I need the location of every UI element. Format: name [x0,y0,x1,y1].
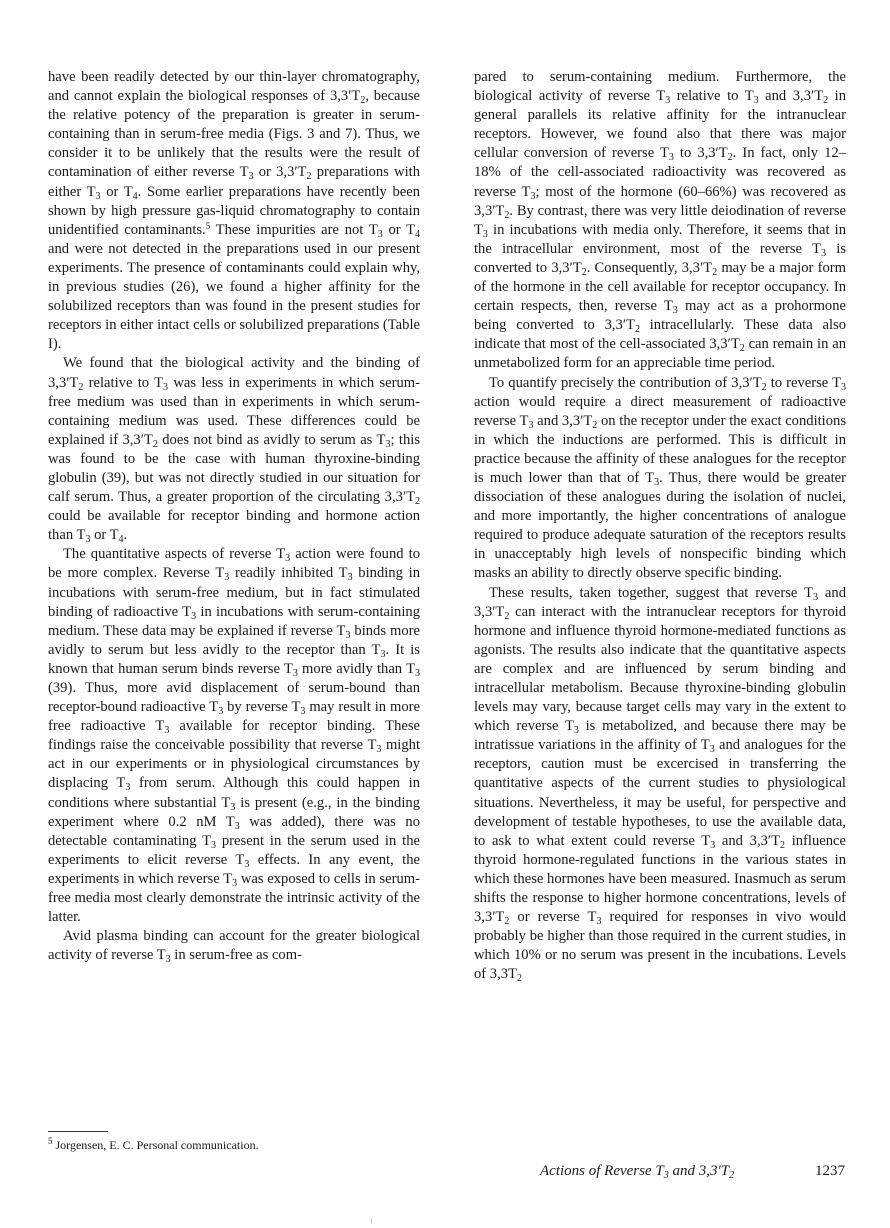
paragraph: These results, taken together, suggest that reverse $T_3$ and $3,3'T_2$ can interact with the intranuclear receptors for thyroid hormone and influence thyroid hormone-mediated functions as agonists. The results also indicate that the quantitative aspects are complex and are influenced by serum binding and intracellular metabolism. Because thyroxine-binding globulin levels may vary, because target cells may vary in the extent to which reverse $T_3$ is metabolized, and because there may be intratissue variations in the affinity of $T_3$ and analogues for the receptors, caution must be excercised in transferring the quantitative aspects of the current studies to physiological situations. Nevertheless, it may be useful, for perspective and development of testable hypotheses, to use the available data, to ask to what extent could reverse $T_3$ and $3,3'T_2$ influence thyroid hormone-regulated functions in the various states in which these hormones have been measured. Inasmuch as serum shifts the response to higher hormone concentrations, levels of $3,3'T_2$ or reverse $T_3$ required for responses in vivo would probably be higher than those required in the current studies, in which 10% or no serum was present in the incubations. Levels of $3,3T_2$ [474,584,846,985]
scan-mark [371,1218,372,1224]
paragraph: We found that the biological activity and the binding of $3,3'T_2$ relative to $T_3$ was less in experiments in which serum-free medium was used than in experiments in which serum-containing medium was used. These differences could be explained if $3,3'T_2$ does not bind as avidly to serum as $T_3$; this was found to be the case with human thyroxine-binding globulin (39), but was not directly studied in our situation for calf serum. Thus, a greater proportion of the circulating $3,3'T_2$ could be available for receptor binding and hormone action than $T_3$ or $T_4$. [48,355,421,546]
running-footer [540,1163,845,1180]
paragraph: The quantitative aspects of reverse $T_3$ action were found to be more complex. Reverse $T_3$ readily inhibited $T_3$ binding in incubations with serum-free medium, but in fact stimulated binding of radioactive $T_3$ in incubations with serum-containing medium. These data may be explained if reverse $T_3$ binds more avidly to serum but less avidly to the receptor than $T_3$. It is known that human serum binds reverse $T_3$ more avidly than $T_3$ (39). Thus, more avid displacement of serum-bound than receptor-bound radioactive $T_3$ by reverse $T_3$ may result in more free radioactive $T_3$ available for receptor binding. These findings raise the conceivable possibility that reverse $T_3$ might act in our experiments or in physiological circumstances by displacing $T_3$ from serum. Although this could happen in conditions where substantial $T_3$ is present (e.g., in the binding experiment where 0.2 nM $T_3$ was added), there was no detectable contaminating $T_3$ present in the serum used in the experiments to elicit reverse $T_3$ effects. In any event, the experiments in which reverse $T_3$ was exposed to cells in serum-free media most clearly demonstrate the intrinsic activity of the latter. [48,546,421,926]
running-title: Actions of Reverse $T_3$ and $3,3'T_2$ [540,1163,735,1181]
left-column [48,68,420,965]
footnote-rule [48,1131,108,1132]
paragraph: pared to serum-containing medium. Furthermore, the biological activity of reverse $T_3$ relative to $T_3$ and $3,3'T_2$ in general parallels its relative affinity for the intranuclear receptors. However, we found also that there was major cellular conversion of reverse $T_3$ to $3,3'T_2$. In fact, only 12–18% of the cell-associated radioactivity was recovered as reverse $T_3$; most of the hormone (60–66%) was recovered as $3,3'T_2$. By contrast, there was very little deiodination of reverse $T_3$ in incubations with media only. Therefore, it seems that in the intracellular environment, most of the reverse $T_3$ is converted to $3,3'T_2$. Consequently, $3,3'T_2$ may be a major form of the hormone in the cell available for receptor occupancy. In certain respects, then, reverse $T_3$ may act as a prohormone being converted to $3,3'T_2$ intracellularly. These data also indicate that most of the cell-associated $3,3'T_2$ can remain in an unmetabolized form for an appreciable time period. [474,69,847,372]
paragraph: Avid plasma binding can account for the greater biological activity of reverse $T_3$ in serum-free as com- [48,928,420,966]
right-column [474,68,846,985]
paragraph: have been readily detected by our thin-layer chromatography, and cannot explain the biological responses of $3,3'T_2$, because the relative potency of the preparation is greater in serum-containing than in serum-free media (Figs. 3 and 7). Thus, we consider it to be unlikely that the results were the result of contamination of either reverse $T_3$ or $3,3'T_2$ preparations with either $T_3$ or $T_4$. Some earlier preparations have recently been shown by high pressure gas-liquid chromatography to contain unidentified contaminants.$^5$ These impurities are not $T_3$ or $T_4$ and were not detected in the preparations used in our present experiments. The presence of contaminants could explain why, in previous studies (26), we found a higher affinity for the solubilized receptors than was found in the present studies for receptors in either intact cells or solubilized preparations (Table I). [48,69,420,353]
footnote: $^5$ Jorgensen, E. C. Personal communication. [48,1136,259,1152]
page-number: 1237 [815,1163,845,1179]
paragraph: To quantify precisely the contribution of $3,3'T_2$ to reverse $T_3$ action would require a direct measurement of radioactive reverse $T_3$ and $3,3'T_2$ on the receptor under the exact conditions in which the inductions are performed. This is difficult in practice because the affinity of these analogues for the receptor is much lower than that of $T_3$. Thus, there would be greater dissociation of these analogues during the isolation of nuclei, and more importantly, the higher concentrations of analogue required to produce adequate saturation of the receptors results in unacceptably high levels of nonspecific binding which masks an ability to directly observe specific binding. [474,374,847,582]
